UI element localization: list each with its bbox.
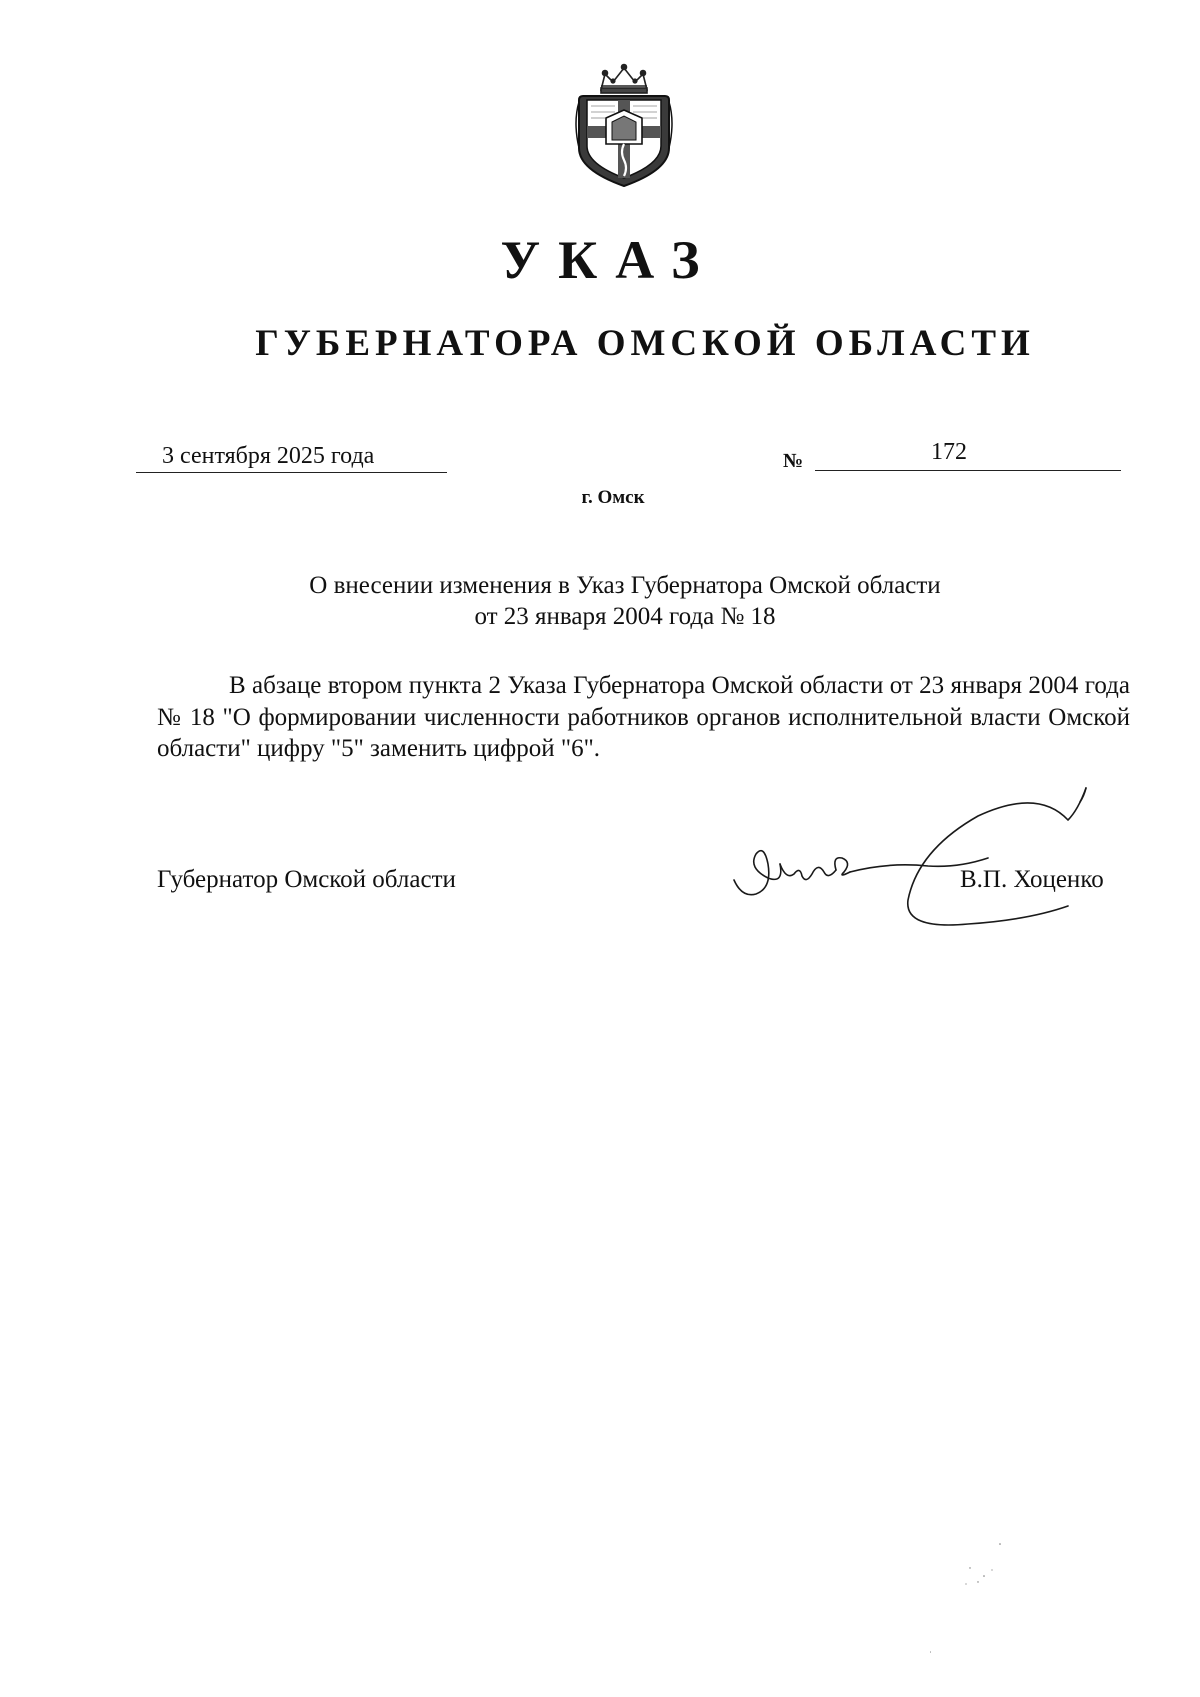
date-field: [136, 438, 447, 473]
coat-of-arms-icon: [571, 62, 677, 190]
signatory-position: Губернатор Омской области: [157, 866, 456, 893]
handwritten-signature-icon: [728, 780, 1098, 940]
document-number: 172: [931, 439, 967, 465]
signatory-name: В.П. Хоценко: [960, 866, 1104, 893]
subject-line-1: О внесении изменения в Указ Губернатора Омской области: [309, 572, 941, 599]
document-date: 3 сентября 2025 года: [162, 443, 375, 469]
document-body-paragraph: В абзаце втором пункта 2 Указа Губернатора Омской области от 23 января 2004 года № 18 "О формировании численности работников органов исполнительной власти Омской области" цифру "5" заменить цифрой "6".: [157, 672, 1130, 762]
document-subject: [0, 570, 1200, 632]
number-sign: №: [783, 450, 804, 472]
subject-line-2: от 23 января 2004 года № 18: [474, 603, 776, 630]
number-field: [815, 436, 1121, 471]
document-subtitle: ГУБЕРНАТОРА ОМСКОЙ ОБЛАСТИ: [255, 323, 1035, 364]
document-title: УКАЗ: [500, 230, 718, 290]
scan-speck-marks: [930, 1540, 1010, 1660]
document-city: г. Омск: [581, 487, 645, 508]
